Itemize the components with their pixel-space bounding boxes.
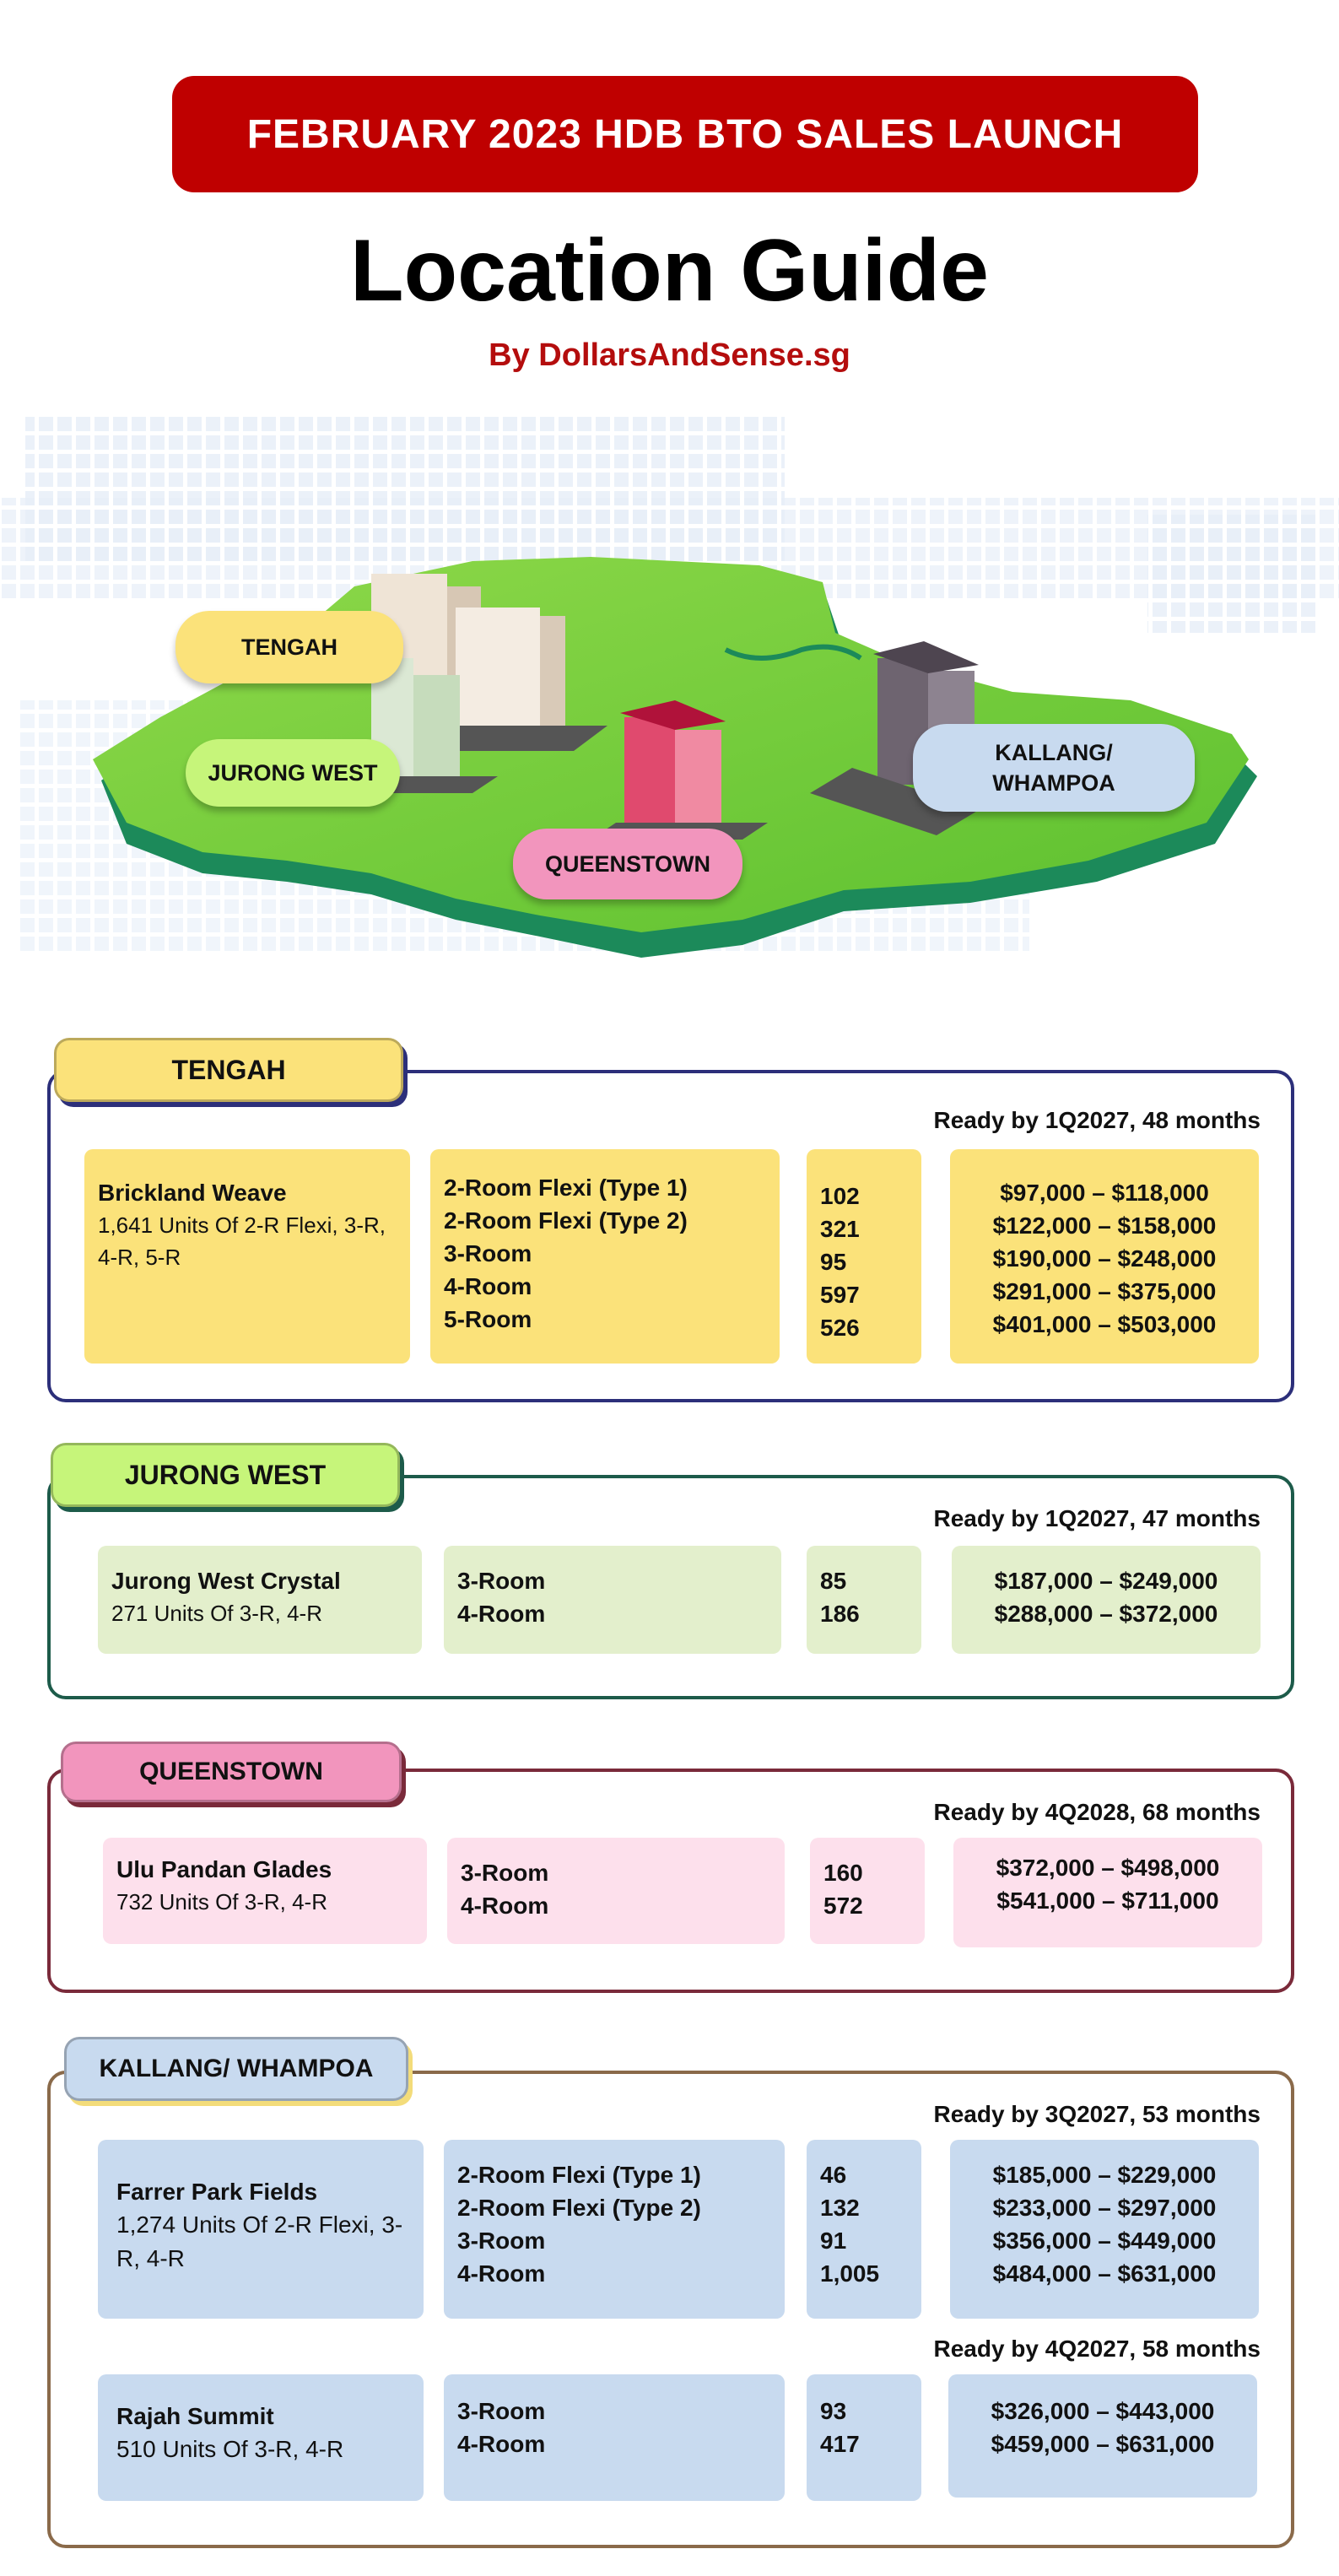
unit-count-cell [807,1546,921,1654]
price-range-cell [950,2140,1259,2319]
flat-type: 3-Room [461,1860,549,1886]
unit-count-cell [810,1838,925,1944]
price-range: $97,000 – $118,000 [1000,1180,1209,1206]
ready-date: Ready by 3Q2027, 53 months [933,2101,1261,2127]
project-cell [98,2374,424,2501]
project-units: 271 Units Of 3-R, 4-R [111,1601,322,1626]
byline: By DollarsAndSense.sg [489,338,850,373]
price-range-cell [948,2374,1257,2498]
project-cell [84,1149,410,1364]
map-label-kallang-whampoa: KALLANG/ WHAMPOA [913,724,1195,812]
price-range: $541,000 – $711,000 [996,1887,1219,1914]
unit-count: 526 [820,1315,860,1341]
unit-count: 186 [820,1601,860,1627]
unit-count: 597 [820,1282,860,1308]
project-cell [98,1546,422,1654]
price-range: $356,000 – $449,000 [992,2228,1217,2254]
price-range: $185,000 – $229,000 [992,2162,1217,2188]
unit-count: 572 [823,1893,863,1919]
flat-type: 5-Room [444,1306,532,1332]
ready-date: Ready by 4Q2028, 68 months [933,1799,1261,1825]
section-jurong-west [47,1475,1294,1699]
flat-type: 3-Room [457,2398,546,2424]
price-range: $326,000 – $443,000 [991,2398,1215,2424]
flat-type: 4-Room [444,1273,532,1299]
tab-jurong-west: JURONG WEST [51,1443,400,1507]
flat-type: 2-Room Flexi (Type 2) [444,1207,688,1234]
tab-tengah: TENGAH [54,1038,403,1102]
flat-type: 2-Room Flexi (Type 1) [457,2162,701,2188]
flat-types-cell [444,1546,781,1654]
unit-count-cell [807,1149,921,1364]
tab-kallang-whampoa: KALLANG/ WHAMPOA [64,2037,408,2101]
price-range: $122,000 – $158,000 [992,1212,1217,1239]
unit-count: 102 [820,1183,860,1209]
price-range: $372,000 – $498,000 [996,1855,1220,1881]
project-name: Jurong West Crystal [111,1568,341,1594]
project-name: Farrer Park Fields [116,2179,318,2205]
ready-date: Ready by 1Q2027, 48 months [933,1107,1261,1133]
unit-count: 321 [820,1216,860,1242]
singapore-map [0,397,1339,1055]
unit-count: 93 [820,2398,847,2424]
price-range: $187,000 – $249,000 [994,1568,1218,1594]
ready-date: Ready by 4Q2027, 58 months [933,2336,1261,2362]
tab-queenstown: QUEENSTOWN [61,1742,402,1802]
flat-type: 2-Room Flexi (Type 2) [457,2195,701,2221]
launch-banner: FEBRUARY 2023 HDB BTO SALES LAUNCH [172,76,1198,192]
price-range: $190,000 – $248,000 [992,1245,1217,1272]
section-kallang-whampoa [47,2071,1294,2548]
unit-count-cell [807,2140,921,2319]
project-name: Brickland Weave [98,1180,287,1206]
project-cell [103,1838,427,1944]
flat-type: 4-Room [461,1893,549,1919]
price-range: $233,000 – $297,000 [992,2195,1217,2221]
price-range-cell [950,1149,1259,1364]
price-range: $484,000 – $631,000 [992,2260,1217,2287]
unit-count: 85 [820,1568,847,1594]
map-label-queenstown: QUEENSTOWN [513,829,742,899]
project-name: Ulu Pandan Glades [116,1856,332,1882]
flat-types-cell [430,1149,780,1364]
unit-count: 160 [823,1860,863,1886]
unit-count-cell [807,2374,921,2501]
flat-type: 2-Room Flexi (Type 1) [444,1175,688,1201]
project-cell [98,2140,424,2319]
unit-count: 95 [820,1249,847,1275]
project-name: Rajah Summit [116,2403,274,2429]
flat-types-cell [447,1838,785,1944]
flat-type: 3-Room [457,2228,546,2254]
price-range: $291,000 – $375,000 [992,1278,1217,1304]
map-label-jurong-west: JURONG WEST [186,739,400,807]
flat-type: 4-Room [457,2431,546,2457]
page-title: Location Guide [350,222,989,320]
unit-count: 1,005 [820,2260,880,2287]
project-units: 510 Units Of 3-R, 4-R [116,2436,344,2462]
unit-count: 46 [820,2162,847,2188]
flat-type: 3-Room [444,1240,532,1266]
price-range-cell [952,1546,1261,1654]
unit-count: 91 [820,2228,847,2254]
flat-type: 3-Room [457,1568,546,1594]
price-range: $288,000 – $372,000 [994,1601,1218,1627]
flat-types-cell [444,2140,785,2319]
price-range: $459,000 – $631,000 [991,2431,1215,2457]
unit-count: 132 [820,2195,860,2221]
flat-types-cell [444,2374,785,2501]
project-units: 732 Units Of 3-R, 4-R [116,1889,327,1914]
map-label-tengah: TENGAH [175,611,403,683]
section-tengah [47,1070,1294,1402]
ready-date: Ready by 1Q2027, 47 months [933,1505,1261,1531]
project-units: 1,641 Units Of 2-R Flexi, 3-R, 4-R, 5-R [98,1212,386,1270]
unit-count: 417 [820,2431,860,2457]
flat-type: 4-Room [457,2260,546,2287]
project-units: 1,274 Units Of 2-R Flexi, 3-R, 4-R [116,2211,403,2271]
price-range: $401,000 – $503,000 [992,1311,1217,1337]
flat-type: 4-Room [457,1601,546,1627]
price-range-cell [953,1838,1262,1947]
